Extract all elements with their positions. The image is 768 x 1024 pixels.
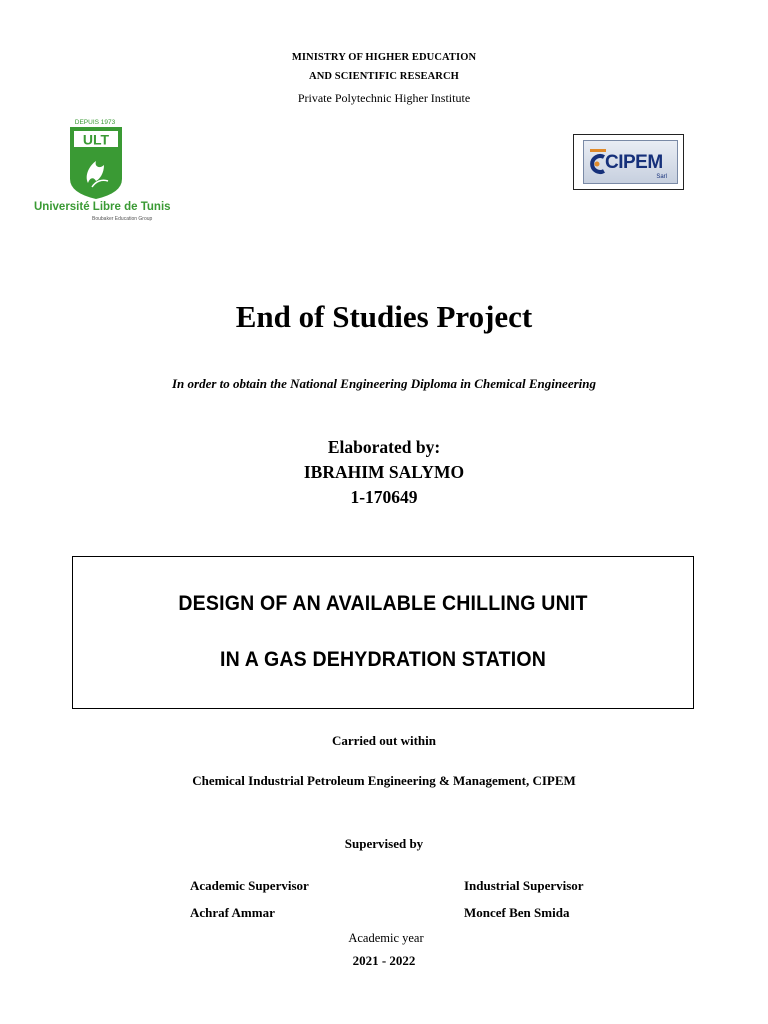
academic-year-label: Academic year (348, 931, 424, 945)
ult-shield-icon (30, 117, 162, 205)
author-name: IBRAHIM SALYMO (303, 462, 465, 482)
ministry-line-2: AND SCIENTIFIC RESEARCH (309, 71, 459, 82)
carried-out-label: Carried out within (332, 733, 436, 748)
cipem-name: CIPEM (605, 152, 663, 173)
ministry-line-1: MINISTRY OF HIGHER EDUCATION (291, 52, 477, 63)
supervised-label: Supervised by (344, 836, 424, 851)
page-subtitle: In order to obtain the National Engineering Diploma in Chemical Engineering (171, 376, 597, 391)
thesis-title-line-1: DESIGN OF AN AVAILABLE CHILLING UNIT (178, 592, 588, 615)
cipem-logo-panel (583, 140, 678, 184)
academic-supervisor-name: Achraf Ammar (190, 905, 275, 920)
cipem-logo (573, 134, 684, 190)
cipem-suffix: Sarl (656, 174, 667, 180)
ult-name: Université Libre de Tunis (34, 201, 171, 213)
thesis-title-line-2: IN A GAS DEHYDRATION STATION (219, 648, 546, 671)
academic-supervisor-role: Academic Supervisor (190, 878, 309, 893)
ult-group: Boubaker Education Group (92, 216, 153, 222)
academic-year-value: 2021 - 2022 (352, 953, 416, 968)
ult-logo (30, 117, 171, 225)
industrial-supervisor-role: Industrial Supervisor (464, 878, 584, 893)
thesis-title-box (72, 556, 694, 709)
industrial-supervisor-name: Moncef Ben Smida (464, 905, 570, 920)
company-name: Chemical Industrial Petroleum Engineering & Management, CIPEM (192, 773, 576, 788)
elaborated-label: Elaborated by: (327, 437, 441, 457)
author-id: 1-170649 (350, 487, 418, 507)
ult-since-text: DEPUIS 1973 (74, 119, 116, 126)
ult-mark-text: ULT (82, 131, 110, 148)
institute-name: Private Polytechnic Higher Institute (297, 91, 471, 105)
page-title: End of Studies Project (235, 299, 533, 334)
